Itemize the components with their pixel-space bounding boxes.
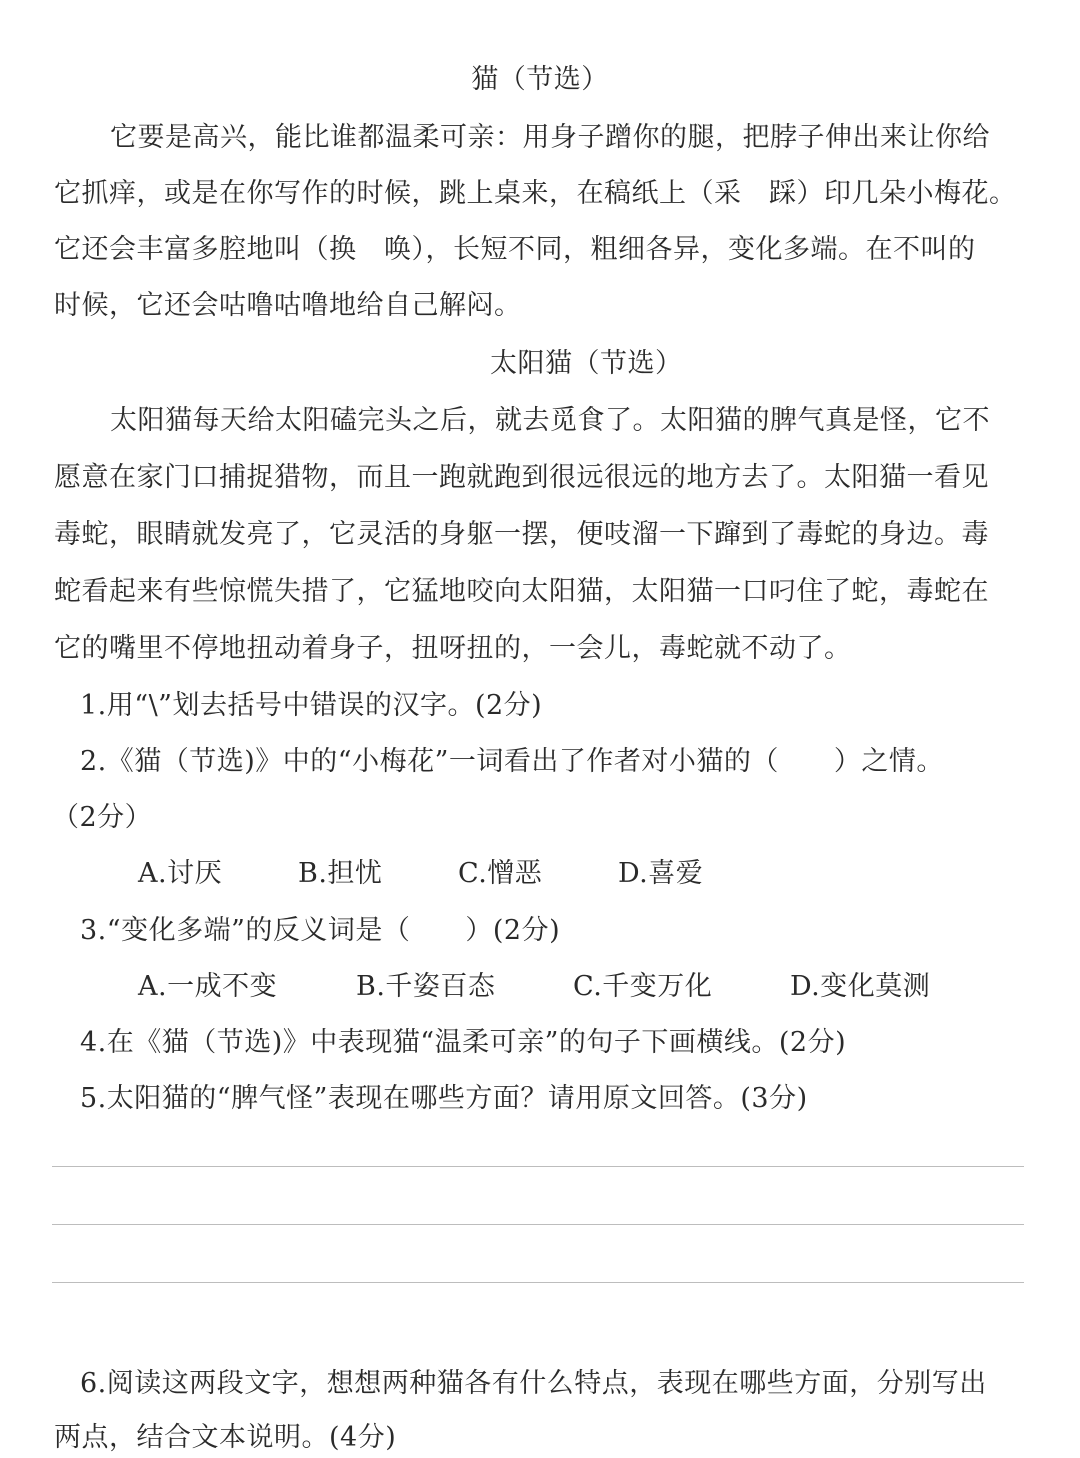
question-2-option-c: C.憎恶	[458, 858, 543, 889]
question-6: 6.阅读这两段文字，想想两种猫各有什么特点，表现在哪些方面，分别写出	[80, 1368, 987, 1399]
question-3-option-a: A.一成不变	[138, 971, 278, 1002]
passage2-line: 太阳猫每天给太阳磕完头之后，就去觅食了。太阳猫的脾气真是怪，它不	[110, 405, 990, 436]
passage2-title: 太阳猫（节选）	[490, 348, 683, 379]
passage2-line: 毒蛇，眼睛就发亮了，它灵活的身躯一摆，便吱溜一下蹿到了毒蛇的身边。毒	[54, 519, 989, 550]
passage1-line: 时候，它还会咕噜咕噜地给自己解闷。	[54, 290, 522, 321]
answer-line[interactable]	[52, 1282, 1024, 1283]
passage1-line: 它要是高兴，能比谁都温柔可亲：用身子蹭你的腿，把脖子伸出来让你给	[110, 122, 990, 153]
question-6-continued: 两点，结合文本说明。(4分)	[54, 1422, 397, 1453]
question-5: 5.太阳猫的“脾气怪”表现在哪些方面？请用原文回答。(3分)	[80, 1083, 808, 1114]
question-4: 4.在《猫（节选)》中表现猫“温柔可亲”的句子下画横线。(2分)	[80, 1027, 847, 1058]
question-3: 3.“变化多端”的反义词是（ ）(2分)	[80, 915, 561, 946]
question-3-option-c: C.千变万化	[573, 971, 713, 1002]
question-1: 1.用“\”划去括号中错误的汉字。(2分)	[80, 690, 543, 721]
question-2-option-a: A.讨厌	[138, 858, 223, 889]
passage1-line: 它抓痒，或是在你写作的时候，跳上桌来，在稿纸上（采 踩）印几朵小梅花。	[54, 178, 1017, 209]
question-3-option-b: B.千姿百态	[356, 971, 496, 1002]
answer-line[interactable]	[52, 1166, 1024, 1167]
passage2-line: 愿意在家门口捕捉猎物，而且一跑就跑到很远很远的地方去了。太阳猫一看见	[54, 462, 989, 493]
question-2: 2.《猫（节选)》中的“小梅花”一词看出了作者对小猫的（ ）之情。	[80, 746, 944, 777]
passage2-line: 蛇看起来有些惊慌失措了，它猛地咬向太阳猫，太阳猫一口叼住了蛇，毒蛇在	[54, 576, 989, 607]
question-3-option-d: D.变化莫测	[790, 971, 931, 1002]
passage1-title: 猫（节选）	[471, 64, 609, 95]
question-2-option-b: B.担忧	[298, 858, 383, 889]
question-2-score: （2分）	[52, 802, 153, 833]
question-2-option-d: D.喜爱	[618, 858, 704, 889]
passage2-line: 它的嘴里不停地扭动着身子，扭呀扭的，一会儿，毒蛇就不动了。	[54, 633, 852, 664]
passage1-line: 它还会丰富多腔地叫（换 唤），长短不同，粗细各异，变化多端。在不叫的	[54, 234, 976, 265]
answer-line[interactable]	[52, 1224, 1024, 1225]
